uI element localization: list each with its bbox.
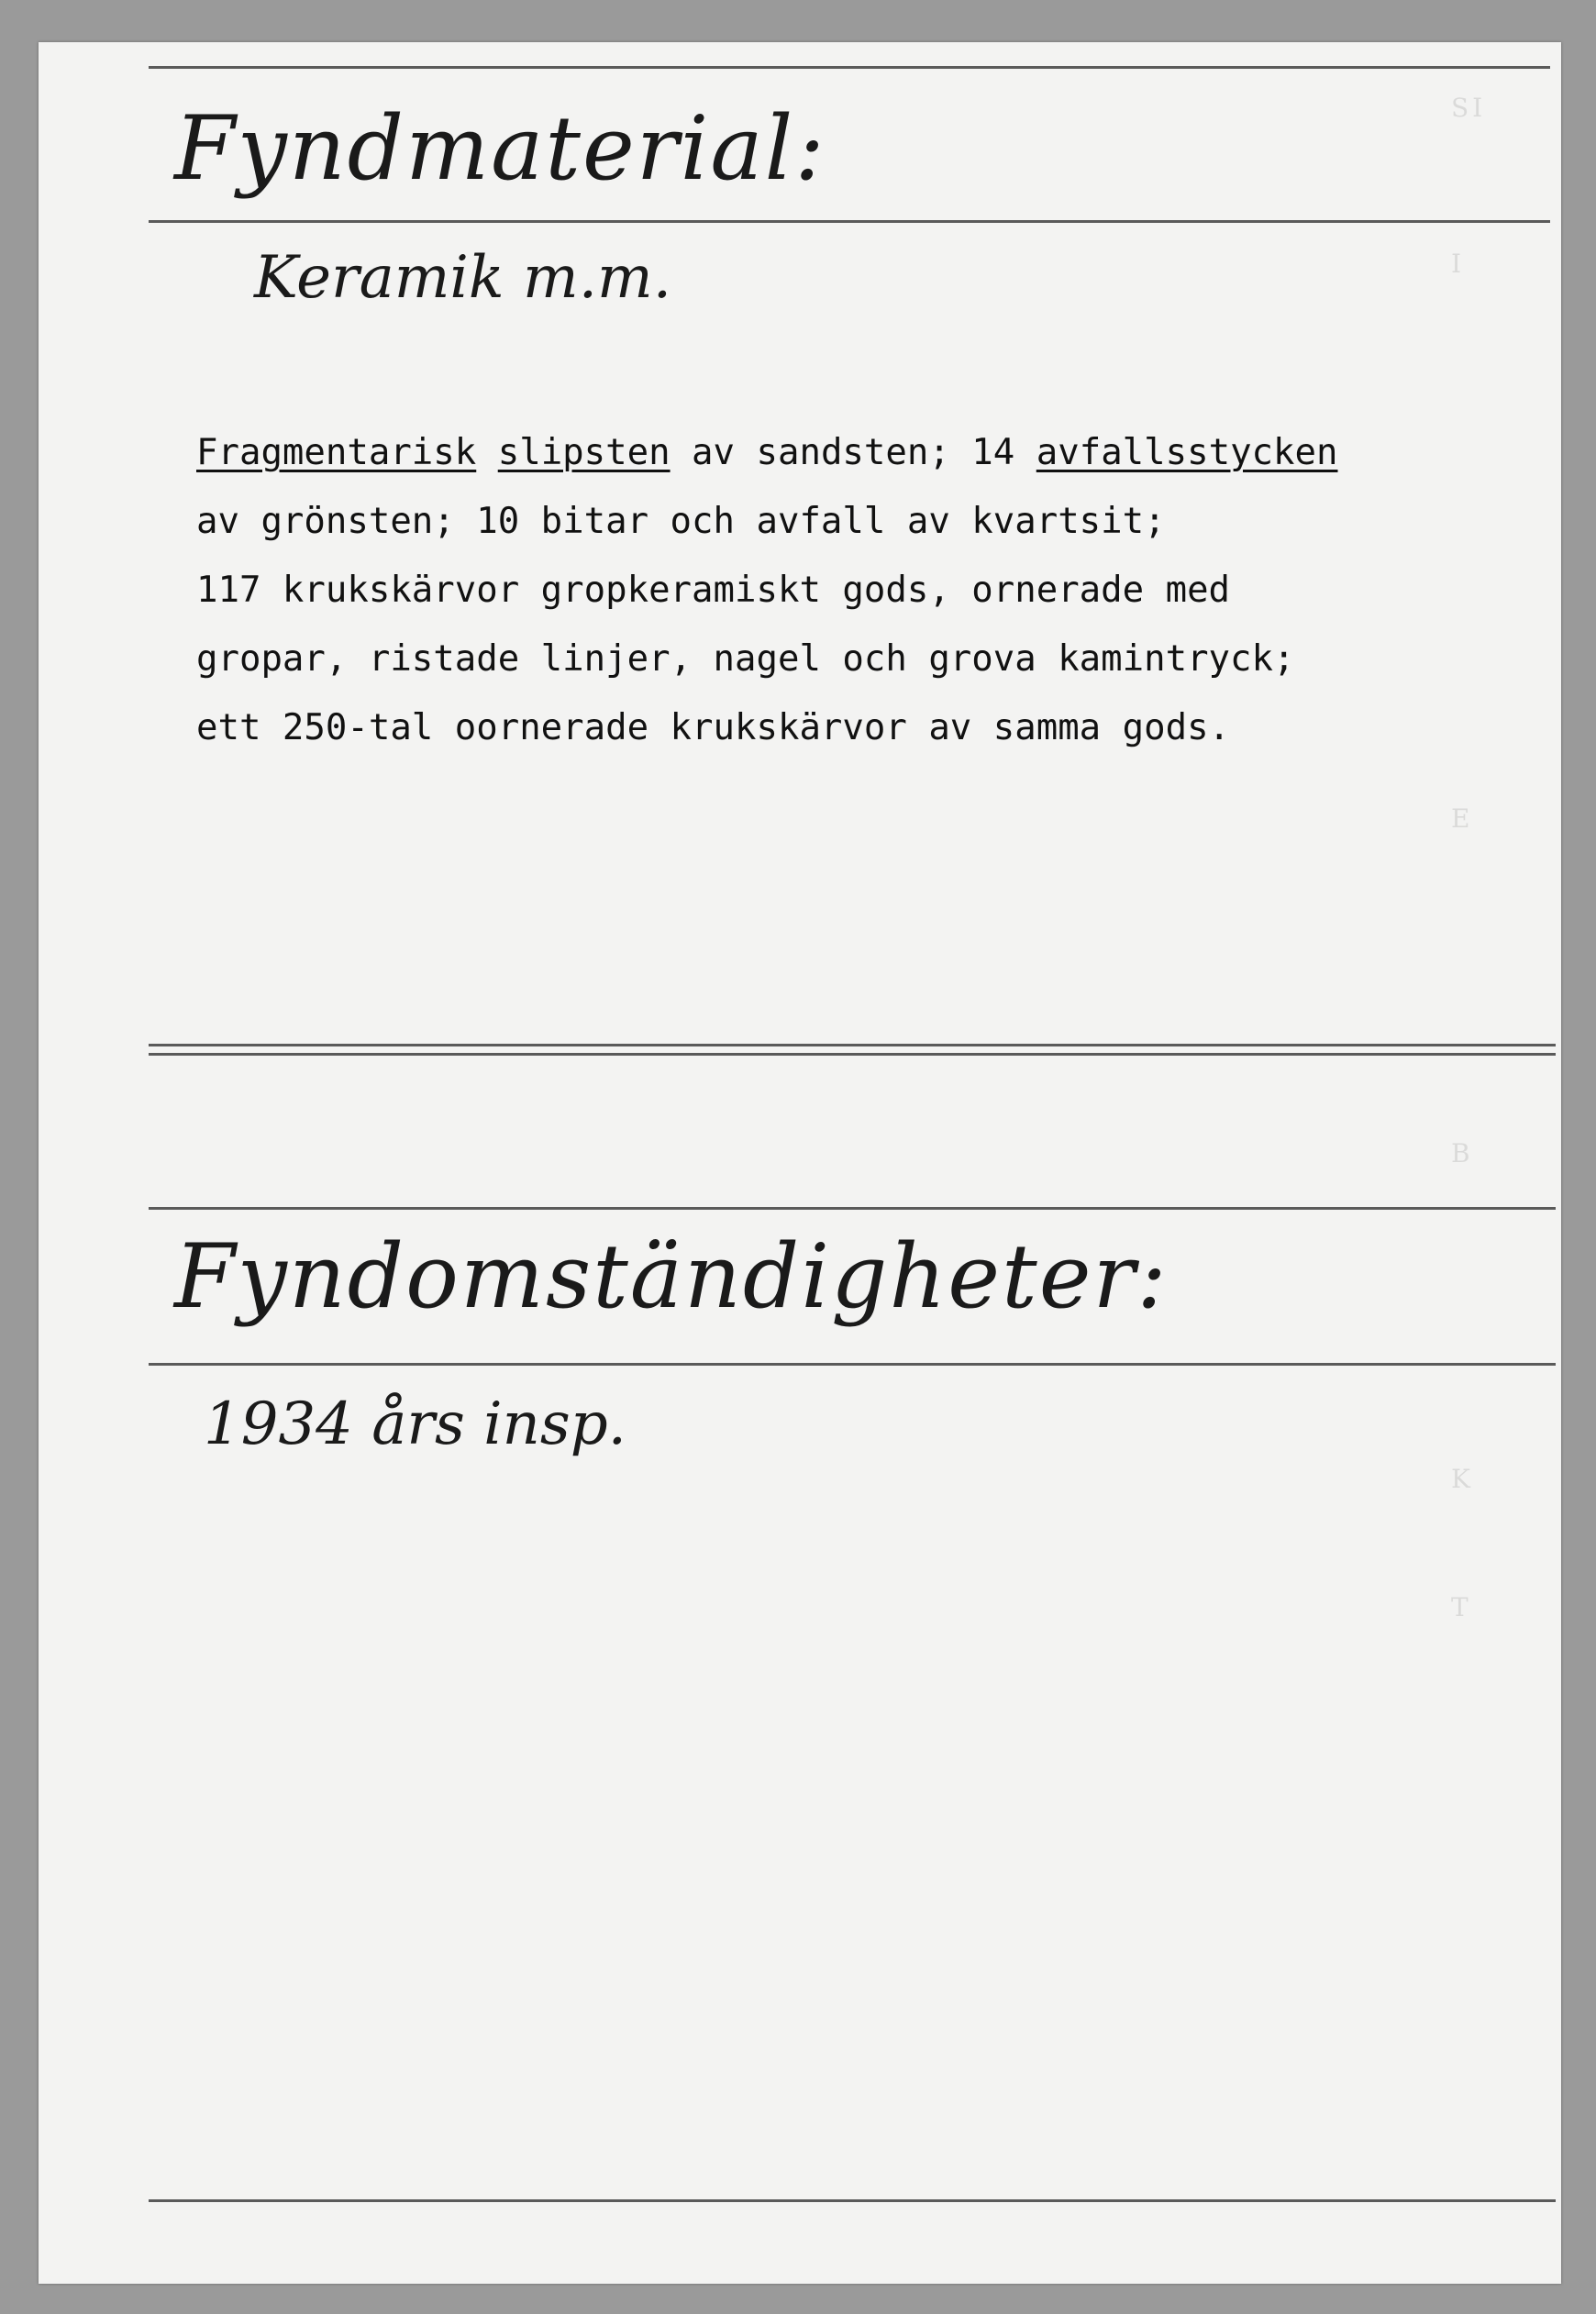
- show-through-text: E: [1451, 803, 1474, 834]
- section-divider-rule: [149, 1053, 1556, 1056]
- document-card: [39, 42, 1561, 2284]
- underlined-term: Fragmentarisk: [196, 432, 477, 473]
- second-top-rule: [149, 1207, 1556, 1210]
- heading-rule: [149, 220, 1550, 223]
- show-through-text: K: [1451, 1464, 1474, 1494]
- show-through-text: B: [1451, 1138, 1474, 1168]
- typed-text: ett 250-tal oornerade krukskärvor av samma gods.: [196, 707, 1231, 748]
- typed-text: av grönsten; 10 bitar och avfall av kvartsit;: [196, 501, 1166, 542]
- find-circumstances-heading: Fyndomständigheter:: [174, 1225, 1169, 1328]
- find-material-description: [196, 418, 1337, 762]
- show-through-text: SI: [1451, 93, 1487, 123]
- typed-line: [196, 625, 1337, 693]
- typed-text: av sandsten; 14: [670, 432, 1036, 473]
- underlined-term: avfallsstycken: [1036, 432, 1338, 473]
- bottom-rule: [149, 2199, 1556, 2202]
- typed-text: [476, 432, 497, 473]
- underlined-term: slipsten: [497, 432, 671, 473]
- typed-text: 117 krukskärvor gropkeramiskt gods, ornerade med: [196, 570, 1231, 611]
- typed-line: [196, 487, 1337, 556]
- show-through-text: T: [1451, 1592, 1472, 1622]
- find-circumstances-note: 1934 års insp.: [204, 1390, 626, 1458]
- typed-text: gropar, ristade linjer, nagel och grova kamintryck;: [196, 638, 1295, 680]
- section-divider-rule: [149, 1044, 1556, 1046]
- find-material-heading: Fyndmaterial:: [174, 97, 826, 200]
- typed-line: [196, 556, 1337, 625]
- find-material-category: Keramik m.m.: [254, 244, 672, 312]
- typed-line: [196, 693, 1337, 762]
- top-rule: [149, 66, 1550, 69]
- typed-line: [196, 418, 1337, 487]
- second-heading-rule: [149, 1363, 1556, 1366]
- show-through-text: I: [1451, 249, 1466, 279]
